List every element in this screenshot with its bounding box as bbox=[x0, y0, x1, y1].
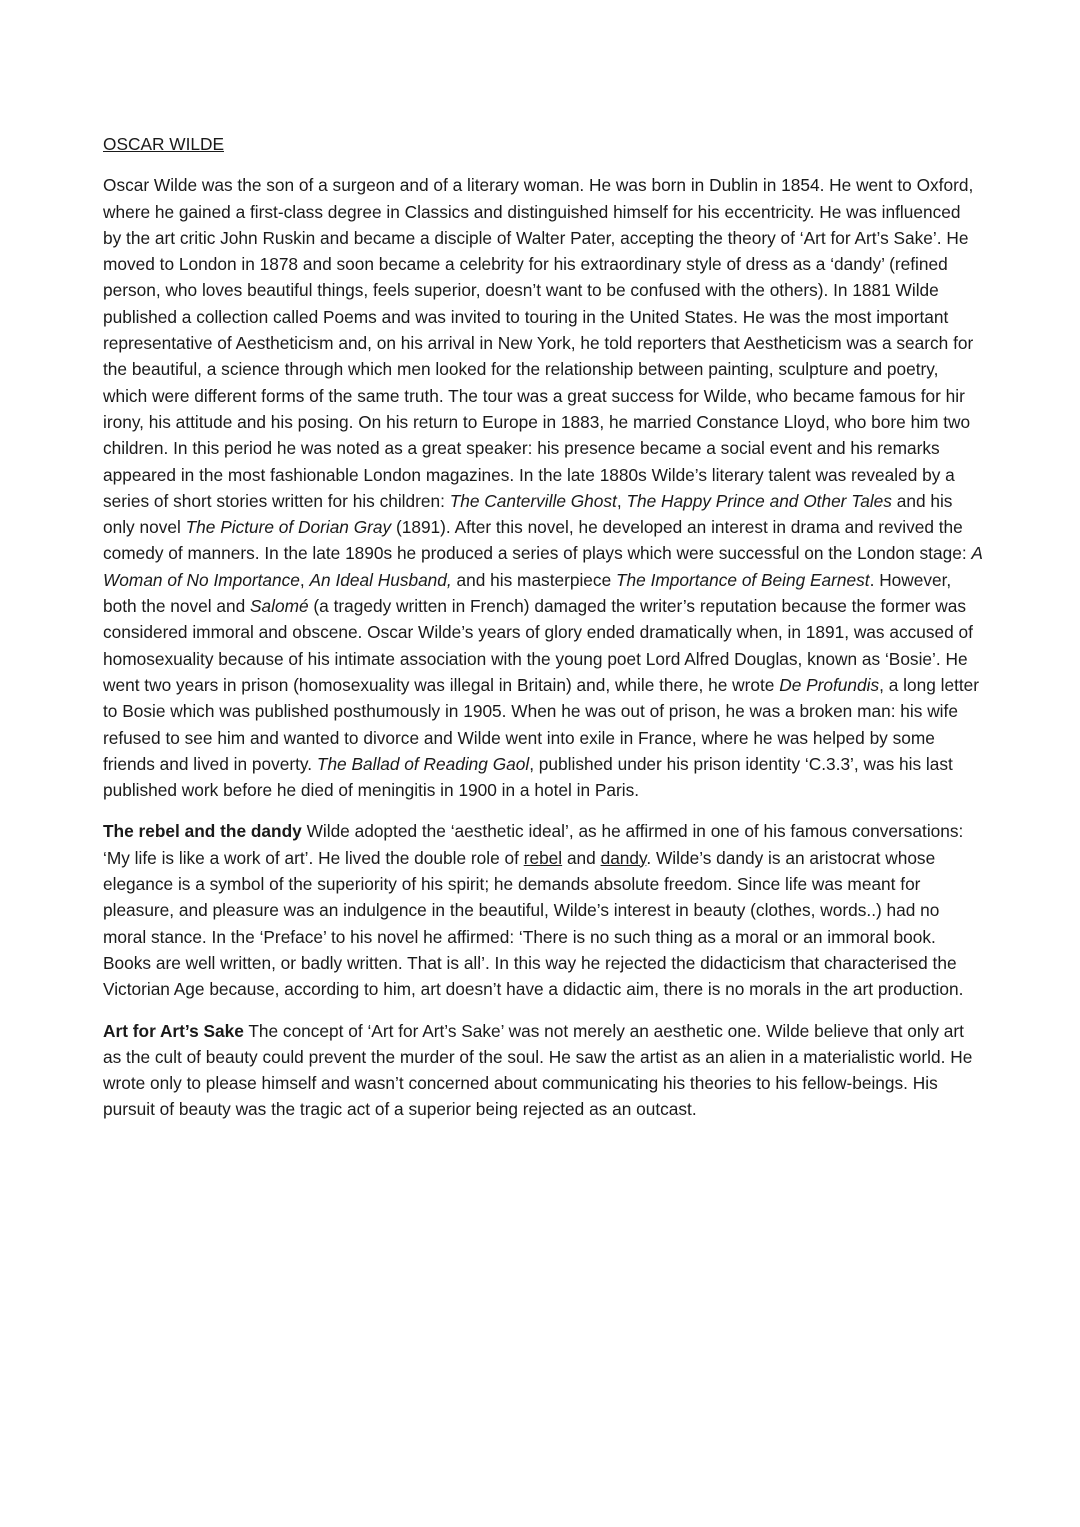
section-heading: Art for Art’s Sake bbox=[103, 1020, 244, 1041]
underlined-term: rebel bbox=[523, 847, 563, 868]
document-title: OSCAR WILDE bbox=[103, 134, 224, 154]
rebel-text: and bbox=[562, 847, 601, 868]
work-title: The Ballad of Reading Gaol bbox=[316, 753, 530, 774]
document-page bbox=[103, 131, 983, 1138]
bio-text: Oscar Wilde was the son of a surgeon and of a literary woman. He was born in Dublin in 1854. He went to Oxford, where he gained a first-class degree in Classics and distinguished himself for his eccentricity. He was influenced by the art critic John Ruskin and became a disciple of Walter Pater, accepting the theory of ‘Art for Art’s Sake’. He moved to London in 1878 and soon became a celebrity for his extraordinary style of dress as a ‘dandy’ (refined person, who loves beautiful things, feels superior, doesn’t want to be confused with the others). In 1881 Wilde published a collection called Poems and was invited to touring in the United States. He was the most important representative of Aestheticism and, on his arrival in New York, he told reporters that Aestheticism was a search for the beautiful, a science through which men looked for the relationship between painting, sculpture and poetry, which were different forms of the same truth. The tour was a great success for Wilde, who became famous for hir irony, his attitude and his posing. On his return to Europe in 1883, he married Constance Lloyd, who bore him two children. In this period he was noted as a great speaker: his presence became a social event and his remarks appeared in the most fashionable London magazines. In the late 1880s Wilde’s literary talent was revealed by a series of short stories written for his children: bbox=[103, 175, 974, 511]
work-title: The Happy Prince and Other Tales bbox=[626, 490, 892, 511]
bio-text: , published under his prison identity ‘C.3.3’, was his last published work before he died of meningitis in 1900 in a hotel in Paris. bbox=[103, 753, 953, 801]
art-text: The concept of ‘Art for Art’s Sake’ was not merely an aesthetic one. Wilde believe that only art as the cult of beauty could prevent the murder of the soul. He saw the artist as an alien in a materialistic world. He wrote only to please himself and wasn’t concerned about communicating his theories to his fellow-beings. His pursuit of beauty was the tragic act of a superior being rejected as an outcast. bbox=[103, 1020, 973, 1120]
work-title: The Canterville Ghost bbox=[449, 490, 617, 511]
rebel-text: . Wilde’s dandy is an aristocrat whose elegance is a symbol of the superiority of his spirit; he demands absolute freedom. Since life was meant for pleasure, and pleasure was an indulgence in the beautiful, Wilde’s interest in beauty (clothes, words..) had no moral stance. In the ‘Preface’ to his novel he affirmed: ‘There is no such thing as a moral or an immoral book. Books are well written, or badly written. That is all’. In this way he rejected the didacticism that characterised the Victorian Age because, according to him, art doesn’t have a didactic aim, there is no morals in the art production. bbox=[103, 847, 964, 1000]
work-title: An Ideal Husband, bbox=[309, 569, 452, 590]
bio-text: (1891). After this novel, he developed an interest in drama and revived the comedy of manners. In the late 1890s he produced a series of plays which were successful on the London stage: bbox=[103, 517, 972, 564]
rebel-dandy-paragraph bbox=[103, 818, 983, 1002]
bio-text: and his masterpiece bbox=[451, 569, 616, 590]
work-title: Salomé bbox=[250, 596, 309, 617]
work-title: A Woman of No Importance bbox=[103, 543, 983, 590]
bio-text: and his only novel bbox=[103, 490, 953, 538]
bio-text: , bbox=[616, 490, 627, 511]
biography-paragraph bbox=[103, 172, 983, 803]
bio-text: (a tragedy written in French) damaged the writer’s reputation because the former was considered immoral and obscene. Oscar Wilde’s years of glory ended dramatically when, in 1891, was accused of homosexuality because of his intimate association with the young poet Lord Alfred Douglas, known as ‘Bosie’. He went two years in prison (homosexuality was illegal in Britain) and, while there, he wrote bbox=[103, 596, 973, 695]
bio-text: , a long letter to Bosie which was published posthumously in 1905. When he was out of prison, he was a broken man: his wife refused to see him and wanted to divorce and Wilde went into exile in France, where he was helped by some friends and lived in poverty. bbox=[103, 674, 980, 774]
bio-text: . However, both the novel and bbox=[103, 569, 952, 617]
work-title: De Profundis bbox=[779, 674, 880, 695]
art-for-arts-sake-paragraph bbox=[103, 1018, 983, 1123]
section-heading: The rebel and the dandy bbox=[103, 821, 302, 842]
work-title: The Picture of Dorian Gray bbox=[185, 517, 392, 538]
bio-text: , bbox=[299, 569, 310, 590]
rebel-text: Wilde adopted the ‘aesthetic ideal’, as he affirmed in one of his famous conversations: ‘My life is like a work of art’. He lived the double role of bbox=[103, 821, 964, 868]
underlined-term: dandy bbox=[600, 847, 647, 868]
work-title: The Importance of Being Earnest bbox=[615, 569, 870, 590]
